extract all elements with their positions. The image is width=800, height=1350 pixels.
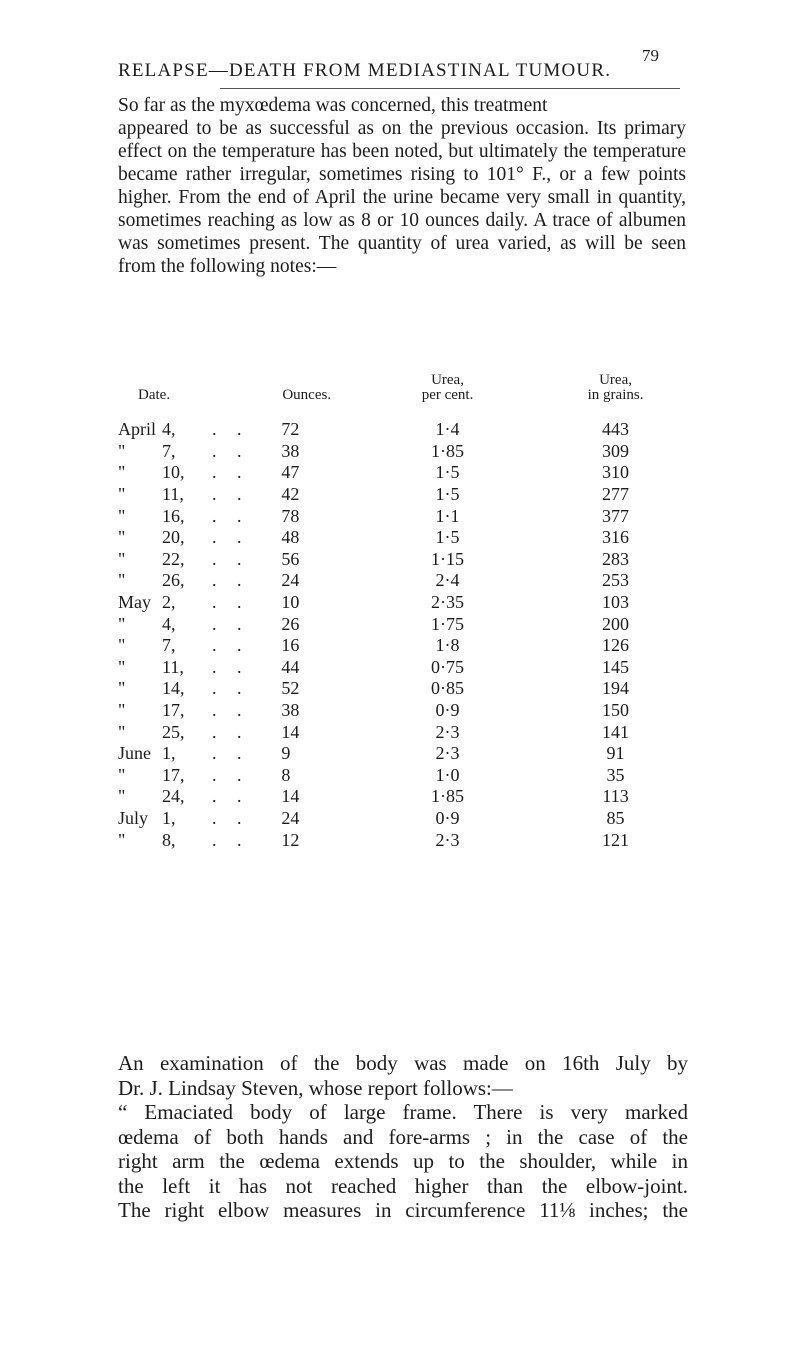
cell-date: " 24, . . [118,786,250,807]
table-row [118,786,688,808]
cell-urea-percent: 2·3 [435,829,460,850]
cell-date: July 1, . . [118,807,250,828]
exam-line-7: The right elbow measures in circumference 11⅛ inches; the [118,1198,688,1222]
table-row [118,700,688,722]
cell-urea-percent: 0·75 [431,656,465,677]
cell-urea-percent: 2·35 [431,592,465,613]
table-row [118,419,688,441]
cell-urea-grains: 200 [602,613,630,634]
table-row [118,484,688,506]
cell-ounces: 44 [281,656,300,677]
cell-ounces: 12 [281,829,300,850]
table-row [118,721,688,743]
cell-ounces: 52 [281,678,300,699]
intro-paragraph [118,94,686,278]
cell-ounces: 72 [281,419,300,440]
cell-urea-grains: 277 [602,484,630,505]
intro-lead-line: So far as the myxœdema was concerned, this treatment [118,95,548,116]
cell-urea-percent: 0·9 [435,700,460,721]
cell-date: " 4, . . [118,613,250,634]
exam-line-1: An examination of the body was made on 16th July by [118,1051,688,1075]
cell-ounces: 42 [281,484,300,505]
table-row [118,527,688,549]
urea-notes-table [118,372,688,851]
cell-ounces: 47 [281,462,300,483]
cell-ounces: 10 [281,592,300,613]
cell-urea-percent: 1·0 [435,764,460,785]
exam-line-5: right arm the œdema extends up to the shoulder, while in [118,1149,688,1173]
cell-date: " 11, . . [118,484,250,505]
table-row [118,657,688,679]
cell-ounces: 48 [281,527,300,548]
cell-date: " 26, . . [118,570,250,591]
cell-urea-grains: 91 [606,743,625,764]
exam-line-3: “ Emaciated body of large frame. There is very marked [118,1100,688,1124]
cell-urea-grains: 121 [602,829,630,850]
cell-urea-percent: 2·3 [435,721,460,742]
cell-date: " 7, . . [118,635,250,656]
cell-date: April 4, . . [118,419,250,440]
table-row [118,505,688,527]
cell-urea-percent: 2·3 [435,743,460,764]
cell-date: " 11, . . [118,656,250,677]
cell-date: " 8, . . [118,829,250,850]
exam-line-6: the left it has not reached higher than the elbow-joint. [118,1173,688,1198]
cell-date: June 1, . . [118,743,250,764]
header-rule [220,88,680,89]
exam-line-2: Dr. J. Lindsay Steven, whose report follows:— [118,1075,513,1100]
table-row [118,765,688,787]
table-row [118,635,688,657]
cell-date: " 7, . . [118,440,250,461]
cell-ounces: 24 [281,570,300,591]
table-row [118,613,688,635]
cell-urea-percent: 1·5 [435,527,460,548]
cell-urea-percent: 1·8 [435,635,460,656]
cell-date: " 25, . . [118,721,250,742]
cell-urea-percent: 0·9 [435,807,460,828]
cell-urea-grains: 316 [602,527,630,548]
cell-urea-grains: 141 [602,721,630,742]
cell-urea-grains: 150 [602,700,630,721]
cell-urea-grains: 283 [602,548,630,569]
table-header-row [118,372,688,419]
cell-date: " 17, . . [118,700,250,721]
cell-date: " 17, . . [118,764,250,785]
examination-paragraph [118,1051,688,1223]
cell-ounces: 16 [281,635,300,656]
table-row [118,441,688,463]
running-title: RELAPSE—DEATH FROM MEDIASTINAL TUMOUR. [118,60,612,81]
table-row [118,570,688,592]
cell-ounces: 26 [281,613,300,634]
cell-urea-grains: 145 [602,656,630,677]
cell-date: " 16, . . [118,505,250,526]
cell-urea-percent: 1·75 [431,613,465,634]
cell-ounces: 14 [281,721,300,742]
cell-date: " 10, . . [118,462,250,483]
header-date: Date. [138,387,171,403]
cell-urea-grains: 85 [606,807,625,828]
cell-date: " 22, . . [118,548,250,569]
cell-date: " 20, . . [118,527,250,548]
intro-body-text: appeared to be as successful as on the previous occasion. Its primary effect on the temperature has been noted, but ultimately the temperature became rather irregular, sometimes rising to 101° F., or a few points higher. From the end of April the urine became very small in quantity, sometimes reaching as low as 8 or 10 ounces daily. A trace of albumen was sometimes present. The quantity of urea varied, as will be seen from the following notes:— [118,118,686,277]
cell-ounces: 78 [281,505,300,526]
cell-ounces: 56 [281,548,300,569]
cell-urea-percent: 1·85 [431,440,465,461]
cell-ounces: 24 [281,807,300,828]
cell-ounces: 9 [281,743,291,764]
cell-urea-grains: 310 [602,462,630,483]
cell-urea-percent: 2·4 [435,570,460,591]
cell-ounces: 38 [281,700,300,721]
cell-urea-grains: 113 [602,786,629,807]
cell-date: " 14, . . [118,678,250,699]
cell-date: May 2, . . [118,592,250,613]
table-row [118,462,688,484]
page-number: 79 [642,46,659,65]
cell-urea-grains: 194 [602,678,630,699]
cell-ounces: 8 [281,764,291,785]
table-row [118,549,688,571]
cell-urea-grains: 253 [602,570,630,591]
cell-ounces: 38 [281,440,300,461]
cell-urea-grains: 35 [606,764,625,785]
header-urea-percent: Urea, per cent. [421,372,474,403]
table-row [118,808,688,830]
table-row [118,592,688,614]
cell-urea-grains: 443 [602,419,630,440]
cell-urea-grains: 309 [602,440,630,461]
cell-urea-grains: 103 [602,592,630,613]
cell-urea-percent: 1·5 [435,462,460,483]
cell-urea-percent: 1·15 [431,548,465,569]
cell-urea-percent: 0·85 [431,678,465,699]
cell-urea-grains: 377 [602,505,630,526]
header-urea-grains: Urea, in grains. [587,372,644,403]
cell-urea-percent: 1·5 [435,484,460,505]
table-row [118,743,688,765]
header-ounces: Ounces. [282,387,332,403]
exam-line-4: œdema of both hands and fore-arms ; in the case of the [118,1124,688,1149]
cell-urea-percent: 1·4 [435,419,460,440]
cell-urea-percent: 1·85 [431,786,465,807]
table-row [118,678,688,700]
cell-urea-grains: 126 [602,635,630,656]
table-row [118,829,688,851]
cell-urea-percent: 1·1 [435,505,460,526]
cell-ounces: 14 [281,786,300,807]
